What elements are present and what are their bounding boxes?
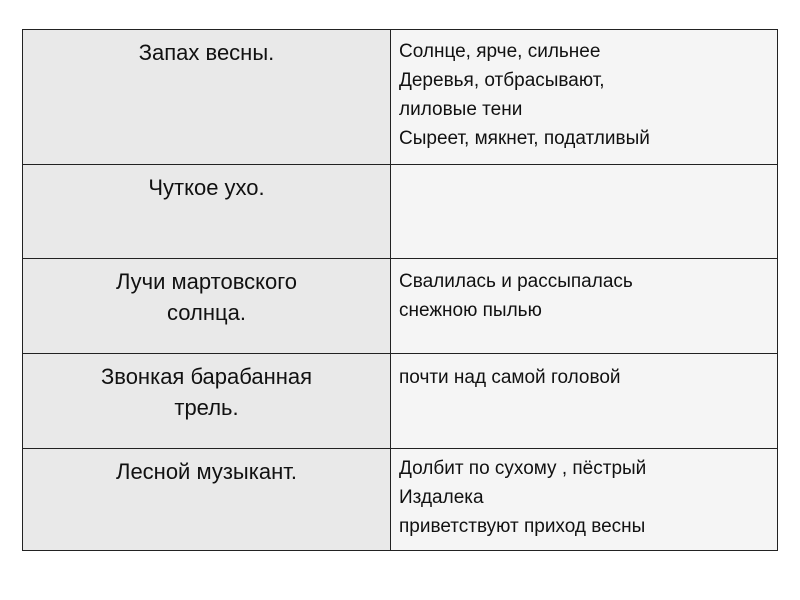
phrase-table <box>22 29 778 551</box>
term-text: Чуткое ухо. <box>148 175 265 200</box>
description-text: приветствуют приход весны <box>399 516 646 537</box>
description-cell-empty <box>391 165 778 259</box>
description-text: Сыреет, мякнет, податливый <box>399 128 650 149</box>
description-text: почти над самой головой <box>399 367 621 388</box>
description-text: Издалека <box>399 487 484 508</box>
term-cell <box>23 30 391 165</box>
term-cell <box>23 259 391 354</box>
description-text: Солнце, ярче, сильнее <box>399 41 601 62</box>
description-cell <box>391 30 778 165</box>
description-text: Свалилась и рассыпалась <box>399 271 633 292</box>
term-text: солнца. <box>167 300 246 325</box>
table-row <box>23 30 778 165</box>
term-text: Звонкая барабанная <box>100 364 313 389</box>
term-text: Лучи мартовского <box>115 269 298 294</box>
term-cell <box>23 165 391 259</box>
term-text: трель. <box>174 395 239 420</box>
term-text: Запах весны. <box>138 40 275 65</box>
description-text: Деревья, отбрасывают, <box>399 70 605 91</box>
description-text: лиловые тени <box>399 99 523 120</box>
term-cell <box>23 354 391 449</box>
term-cell <box>23 449 391 551</box>
term-text: Лесной музыкант. <box>116 459 297 484</box>
description-cell <box>391 449 778 551</box>
table-row <box>23 165 778 259</box>
description-cell <box>391 354 778 449</box>
table-row <box>23 449 778 551</box>
description-cell <box>391 259 778 354</box>
table-row <box>23 259 778 354</box>
description-text: снежною пылью <box>399 300 542 321</box>
table-row <box>23 354 778 449</box>
description-text: Долбит по сухому , пёстрый <box>399 458 647 479</box>
